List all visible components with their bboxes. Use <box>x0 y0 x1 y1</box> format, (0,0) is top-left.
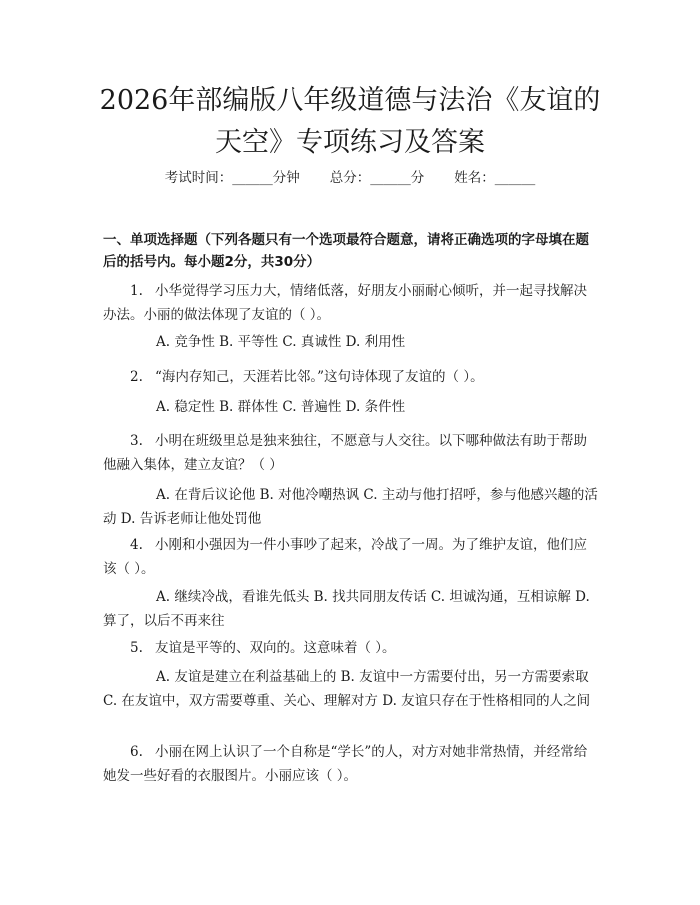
question-3 <box>103 429 600 477</box>
question-stem: 小刚和小强因为一件小事吵了起来，冷战了一周。为了维护友谊，他们应该（ ）。 <box>103 537 587 577</box>
question-5-options: A. 友谊是建立在利益基础上的 B. 友谊中一方需要付出，另一方需要索取 C. 在友谊中，双方需要尊重、关心、理解对方 D. 友谊只存在于性格相同的人之间 <box>103 669 591 709</box>
question-6 <box>103 740 600 788</box>
question-stem: “海内存知己，天涯若比邻。”这句诗体现了友谊的（ ）。 <box>155 369 484 385</box>
question-number: 4. <box>130 537 143 553</box>
question-number: 5. <box>130 640 143 656</box>
exam-score: 总分：______分 <box>329 170 425 186</box>
question-5 <box>103 636 600 660</box>
question-number: 2. <box>130 369 143 385</box>
question-stem: 小明在班级里总是独来独往，不愿意与人交往。以下哪种做法有助于帮助他融入集体，建立友谊？（ ） <box>103 433 587 473</box>
section-heading: 一、单项选择题（下列各题只有一个选项最符合题意，请将正确选项的字母填在题后的括号内。每小题2分，共30分） <box>103 232 589 270</box>
question-1 <box>103 279 600 327</box>
question-2-options: A. 稳定性 B. 群体性 C. 普遍性 D. 条件性 <box>156 399 406 415</box>
question-4-options: A. 继续冷战，看谁先低头 B. 找共同朋友传话 C. 坦诚沟通，互相谅解 D. 算了，以后不再来往 <box>103 589 590 629</box>
question-stem: 友谊是平等的、双向的。这意味着（ ）。 <box>155 640 396 656</box>
question-number: 3. <box>130 433 143 449</box>
question-4 <box>103 533 600 581</box>
question-3-options: A. 在背后议论他 B. 对他冷嘲热讽 C. 主动与他打招呼，参与他感兴趣的活动 D. 告诉老师让他处罚他 <box>103 487 598 527</box>
question-1-options: A. 竞争性 B. 平等性 C. 真诚性 D. 利用性 <box>156 334 406 350</box>
question-2 <box>103 365 600 389</box>
question-number: 6. <box>130 744 143 760</box>
question-stem: 小华觉得学习压力大，情绪低落，好朋友小丽耐心倾听，并一起寻找解决办法。小丽的做法体现了友谊的（ ）。 <box>103 283 587 323</box>
question-stem: 小丽在网上认识了一个自称是“学长”的人，对方对她非常热情，并经常给她发一些好看的衣服图片。小丽应该（ ）。 <box>103 744 588 784</box>
exam-name: 姓名：______ <box>454 170 536 186</box>
question-number: 1. <box>130 283 143 299</box>
exam-time: 考试时间：______分钟 <box>164 170 300 186</box>
exam-meta <box>0 168 700 188</box>
document-title: 2026年部编版八年级道德与法治《友谊的天空》专项练习及答案 <box>99 85 601 158</box>
